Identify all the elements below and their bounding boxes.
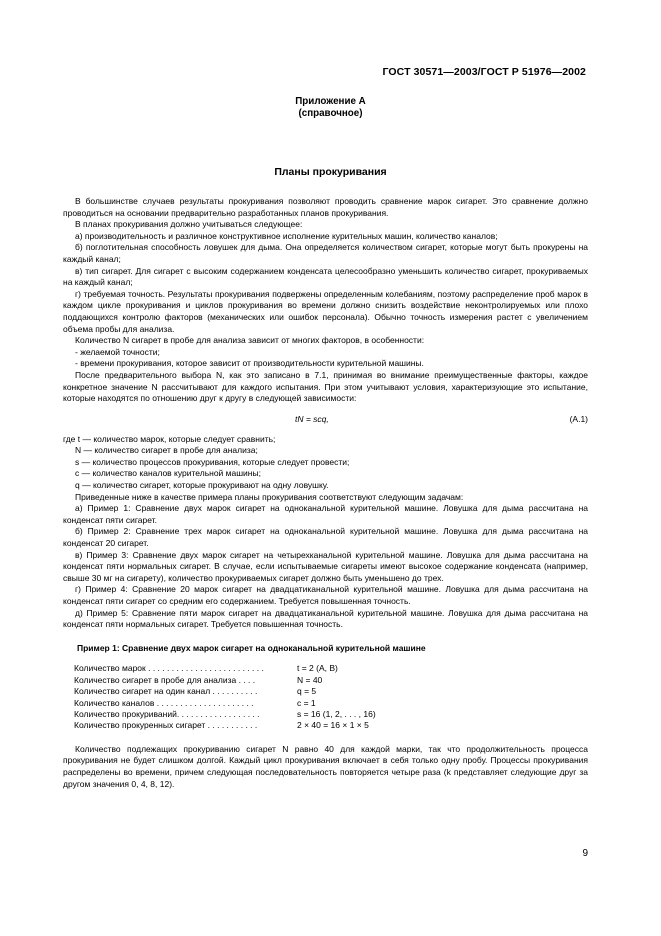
paragraph: В планах прокуривания должно учитываться следующее:	[75, 219, 303, 230]
list-item: г) требуемая точность. Результаты прокуривания подвержены определенным колебаниям, поэтому распределение проб марок в каждом цикле прокуривания и циклов прокуривания во времени должно снизить воздействие неконтролируемых или плохо поддающихся контролю факторов (механических или ошибок персонала). Обычно точность измерения растет с увеличением объема пробы для анализа.	[63, 288, 588, 334]
formula-block	[63, 409, 588, 431]
parameter-label: Количество марок . . . . . . . . . . . . . . . . . . . . . . . . .	[74, 663, 264, 674]
paragraph: После предварительного выбора N, как это записано в 7.1, принимая во внимание преимущественные факторы, каждое конкретное значение N рассчитывают для каждого испытания. При этом учитывают условия, характеризующие это испытание, которые находятся по отношению друг к другу в следующей зависимости:	[63, 369, 588, 404]
annex-label: Приложение А	[295, 96, 366, 107]
definition-item: где t — количество марок, которые следует сравнить;	[63, 433, 276, 444]
definition-item: s — количество процессов прокуривания, которые следует провести;	[75, 456, 350, 467]
parameter-label: Количество прокуриваний. . . . . . . . . . . . . . . . . .	[74, 709, 260, 719]
parameter-row	[74, 709, 588, 720]
parameter-value: 2 × 40 = 16 × 1 × 5	[297, 720, 369, 731]
parameter-value: t = 2 (A, B)	[297, 663, 338, 674]
formula-number: (А.1)	[569, 413, 588, 424]
list-item: б) поглотительная способность ловушек для дыма. Она определяется количеством сигарет, которые могут быть прокурены на каждый канал;	[63, 242, 588, 264]
parameter-label: Количество сигарет на один канал . . . . . . . . . .	[74, 686, 258, 697]
annex-type: (справочное)	[298, 108, 363, 119]
parameter-value: q = 5	[297, 686, 317, 697]
definitions-list	[63, 434, 588, 492]
definition-item: N — количество сигарет в пробе для анализа;	[75, 445, 258, 456]
parameter-row	[74, 663, 588, 674]
definition-item: c — количество каналов курительной машины;	[75, 468, 261, 479]
paragraph: Количество N сигарет в пробе для анализа зависит от многих факторов, в особенности:	[75, 335, 425, 346]
example-parameters	[74, 663, 588, 731]
example-item: в) Пример 3: Сравнение двух марок сигарет на четырехканальной курительной машине. Ловушка для дыма рассчитана на конденсат пяти нормальных сигарет. В случае, если испытываемые сигареты имеют высокое содержание конденсата (например, свыше 30 мг на сигарету), количество прокуриваемых сигарет должно быть уменьшено до трех.	[63, 549, 588, 583]
example-item: б) Пример 2: Сравнение трех марок сигарет на одноканальной курительной машине. Ловушка для дыма рассчитана на конденсат 20 сигарет.	[63, 526, 588, 549]
parameter-label: Количество каналов . . . . . . . . . . . . . . . . . . . . .	[74, 697, 254, 708]
list-item: - времени прокуривания, которое зависит от производительности курительной машины.	[75, 358, 424, 369]
paragraph: Приведенные ниже в качестве примера планы прокуривания соответствуют следующим задачам:	[75, 491, 464, 502]
parameter-row	[74, 686, 588, 697]
example-item: а) Пример 1: Сравнение двух марок сигарет на одноканальной курительной машине. Ловушка для дыма рассчитана на конденсат пяти сигарет.	[63, 503, 588, 525]
example-item: г) Пример 4: Сравнение 20 марок сигарет на двадцатиканальной курительной машине. Ловушка для дыма рассчитана на конденсат пяти сигарет со средним его содержанием. Требуется повышенная точность.	[63, 584, 588, 606]
standard-header: ГОСТ 30571—2003/ГОСТ Р 51976—2002	[382, 66, 586, 78]
paragraph: В большинстве случаев результаты прокуривания позволяют проводить сравнение марок сигарет. Это сравнение должно проводиться на основании предварительно разработанных планов прокуривания.	[63, 196, 588, 218]
definition-item: q — количество сигарет, которые прокуривают на одну ловушку.	[75, 480, 329, 491]
parameter-label: Количество сигарет в пробе для анализа . . . .	[74, 674, 256, 685]
list-item: в) тип сигарет. Для сигарет с высоким содержанием конденсата целесообразно уменьшить количество сигарет, прокуриваемых на каждый канал;	[63, 265, 588, 288]
example-heading: Пример 1: Сравнение двух марок сигарет на одноканальной курительной машине	[77, 642, 426, 653]
parameter-value: c = 1	[297, 697, 316, 708]
parameter-row	[74, 720, 588, 731]
section-title: Планы прокуривания	[274, 166, 387, 178]
parameter-row	[74, 698, 588, 709]
parameter-row	[74, 675, 588, 686]
document-body	[63, 196, 588, 790]
example-item: д) Пример 5: Сравнение пяти марок сигарет на двадцатиканальной курительной машине. Ловушка для дыма рассчитана на конденсат пяти нормальных сигарет. Требуется повышенная точность.	[63, 607, 588, 630]
list-item: а) производительность и различное конструктивное исполнение курительных машин, количество каналов;	[75, 230, 498, 241]
parameter-value: s = 16 (1, 2, . . . , 16)	[297, 709, 376, 719]
annex-heading	[0, 96, 661, 120]
parameter-label: Количество прокуренных сигарет . . . . . . . . . . .	[74, 720, 258, 731]
list-item: - желаемой точности;	[75, 346, 160, 357]
page-number: 9	[582, 848, 588, 859]
paragraph: Количество подлежащих прокуриванию сигарет N равно 40 для каждой марки, так что продолжительность процесса прокуривания не будет слишком долгой. Каждый цикл прокуривания включает в себя только одну пробу. Процессы прокуривания распределены во времени, причем следующая последовательность повторяется четыре раза (k представляет следующие друг за другом значения 0, 4, 8, 12).	[63, 743, 588, 789]
parameter-value: N = 40	[297, 674, 323, 685]
formula-expression: tN = scq,	[295, 413, 329, 424]
